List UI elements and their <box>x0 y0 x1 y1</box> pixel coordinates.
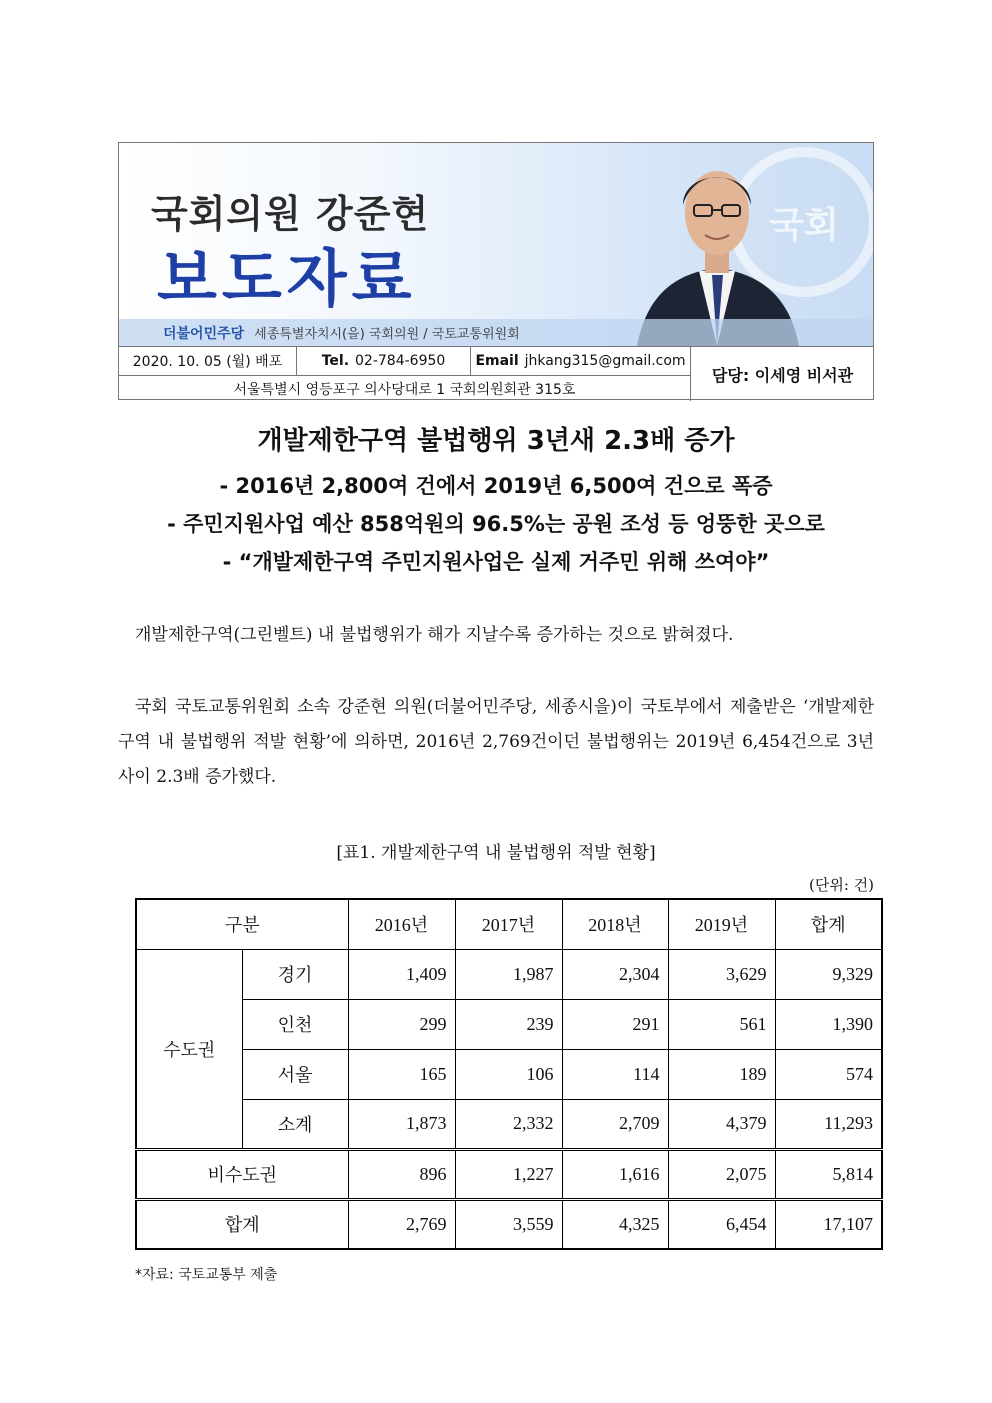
cell: 4,379 <box>668 1099 775 1149</box>
email-info <box>471 347 691 375</box>
cell: 299 <box>348 999 455 1049</box>
body-paragraph-1: 개발제한구역(그린벨트) 내 불법행위가 해가 지날수록 증가하는 것으로 밝혀졌다. <box>135 625 734 645</box>
table-caption: [표1. 개발제한구역 내 불법행위 적발 현황] <box>336 843 656 863</box>
member-portrait <box>617 143 817 346</box>
cell: 561 <box>668 999 775 1049</box>
row-label: 비수도권 <box>136 1149 348 1199</box>
cell: 1,987 <box>455 949 562 999</box>
cell: 1,227 <box>455 1149 562 1199</box>
table-row <box>136 1149 882 1199</box>
cell: 4,325 <box>562 1199 668 1249</box>
table-source: *자료: 국토교통부 제출 <box>135 1267 278 1283</box>
headline-sub-3: - “개발제한구역 주민지원사업은 실제 거주민 위해 쓰여야” <box>222 550 770 574</box>
header-2016: 2016년 <box>348 899 455 949</box>
cell: 2,709 <box>562 1099 668 1149</box>
banner-header <box>119 143 873 346</box>
table-total-row <box>136 1199 882 1249</box>
cell: 114 <box>562 1049 668 1099</box>
header-category: 구분 <box>136 899 348 949</box>
email-label: Email <box>475 353 519 369</box>
headline-main: 개발제한구역 불법행위 3년새 2.3배 증가 <box>257 426 735 456</box>
table-unit: (단위: 건) <box>809 876 874 894</box>
tel-label: Tel. <box>321 353 350 369</box>
district-committee: 세종특별자치시(을) 국회의원 / 국토교통위원회 <box>254 327 520 342</box>
table-row <box>136 999 882 1049</box>
header-2017: 2017년 <box>455 899 562 949</box>
press-banner <box>118 142 874 400</box>
cell: 2,304 <box>562 949 668 999</box>
cell: 189 <box>668 1049 775 1099</box>
contact-person: 담당: 이세영 비서관 <box>711 365 854 385</box>
row-label: 서울 <box>242 1049 348 1099</box>
headline-sub-1: - 2016년 2,800여 건에서 2019년 6,500여 건으로 폭증 <box>219 474 773 498</box>
phone-info <box>297 347 471 375</box>
party-bar <box>119 319 873 346</box>
cell: 11,293 <box>775 1099 882 1149</box>
row-label: 인천 <box>242 999 348 1049</box>
row-label: 경기 <box>242 949 348 999</box>
seal-text: 국회 <box>769 204 839 246</box>
cell: 896 <box>348 1149 455 1199</box>
header-2018: 2018년 <box>562 899 668 949</box>
cell: 165 <box>348 1049 455 1099</box>
cell: 3,559 <box>455 1199 562 1249</box>
table-row <box>136 1049 882 1099</box>
group-metro: 수도권 <box>136 949 242 1149</box>
cell: 1,390 <box>775 999 882 1049</box>
tel-value: 02-784-6950 <box>355 353 446 369</box>
email-value[interactable]: jhkang315@gmail.com <box>524 353 686 369</box>
cell: 17,107 <box>775 1199 882 1249</box>
info-block <box>119 346 873 401</box>
cell: 2,769 <box>348 1199 455 1249</box>
cell: 5,814 <box>775 1149 882 1199</box>
row-label: 소계 <box>242 1099 348 1149</box>
office-address: 서울특별시 영등포구 의사당대로 1 국회의원회관 315호 <box>119 376 691 401</box>
cell: 239 <box>455 999 562 1049</box>
press-release-title: 보도자료 <box>157 242 417 315</box>
cell: 2,332 <box>455 1099 562 1149</box>
body-paragraph-2: 국회 국토교통위원회 소속 강준현 의원(더불어민주당, 세종시을)이 국토부에서 제출받은 ‘개발제한구역 내 불법행위 적발 현황’에 의하면, 2016년 2,769건이던 불법행위는 2019년 6,454건으로 3년 사이 2.3배 증가했다. <box>118 697 874 787</box>
cell: 291 <box>562 999 668 1049</box>
info-row <box>119 347 691 376</box>
cell: 1,873 <box>348 1099 455 1149</box>
cell: 106 <box>455 1049 562 1099</box>
row-label: 합계 <box>136 1199 348 1249</box>
headline-sub-2: - 주민지원사업 예산 858억원의 96.5%는 공원 조성 등 엉뚱한 곳으로 <box>167 512 825 536</box>
cell: 1,409 <box>348 949 455 999</box>
cell: 6,454 <box>668 1199 775 1249</box>
header-total: 합계 <box>775 899 882 949</box>
cell: 574 <box>775 1049 882 1099</box>
cell: 3,629 <box>668 949 775 999</box>
table-row <box>136 1099 882 1149</box>
header-2019: 2019년 <box>668 899 775 949</box>
release-date: 2020. 10. 05 (월) 배포 <box>119 347 297 375</box>
party-name: 더불어민주당 <box>163 325 245 342</box>
member-title: 국회의원 강준현 <box>151 192 430 236</box>
cell: 9,329 <box>775 949 882 999</box>
table-header-row <box>136 899 882 949</box>
table-row <box>136 949 882 999</box>
cell: 1,616 <box>562 1149 668 1199</box>
violations-table <box>135 898 883 1250</box>
cell: 2,075 <box>668 1149 775 1199</box>
